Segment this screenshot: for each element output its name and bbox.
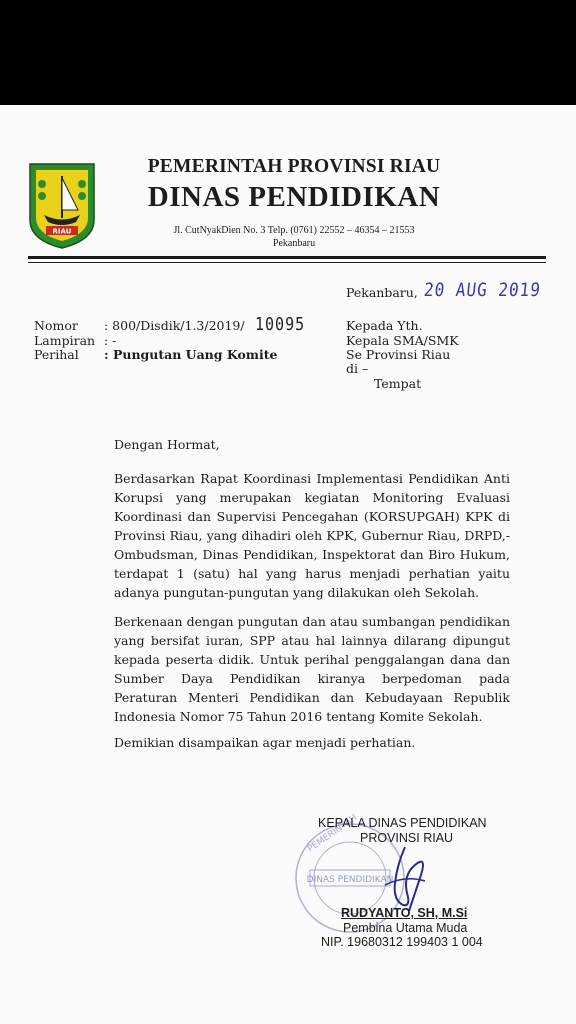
date-stamp: 20 AUG 2019	[422, 278, 543, 301]
header-rule-thick	[28, 256, 546, 259]
top-black-bar	[0, 0, 576, 105]
lampiran-value: : -	[104, 333, 117, 348]
department-name: DINAS PENDIDIKAN	[147, 181, 441, 213]
nomor-label: Nomor	[34, 318, 78, 333]
recipient-line2: Kepala SMA/SMK	[346, 333, 459, 348]
stamp-center-text: DINAS PENDIDIKAN	[306, 875, 394, 885]
closing-line: Demikian disampaikan agar menjadi perhatian.	[114, 735, 416, 750]
nomor-handwritten: 10095	[255, 313, 306, 335]
signatory-title-1: KEPALA DINAS PENDIDIKAN	[318, 816, 487, 830]
logo-label: RIAU	[52, 227, 72, 236]
city-line: Pekanbaru	[272, 238, 316, 249]
lampiran-label: Lampiran	[34, 333, 96, 348]
government-name: PEMERINTAH PROVINSI RIAU	[147, 156, 441, 177]
date-place: Pekanbaru,	[346, 285, 418, 300]
address-line: Jl. CutNyakDien No. 3 Telp. (0761) 22552 – 46354 – 21553	[173, 225, 415, 236]
recipient-line3: Se Provinsi Riau	[346, 347, 451, 362]
signatory-name: RUDYANTO, SH, M.Si	[341, 906, 468, 920]
signatory-rank: Pembina Utama Muda	[343, 921, 468, 935]
recipient-line4: di –	[346, 361, 369, 376]
body-paragraph-1: Berdasarkan Rapat Koordinasi Implementasi Pendidikan Anti Korupsi yang merupakan kegiatan Monitoring Evaluasi Koordinasi dan Supervisi Pencegahan (KORSUPGAH) KPK di Provinsi Riau, yang dihadiri oleh KPK, Gubernur Riau, DRPD,- Ombudsman, Dinas Pendidikan, Inspektorat dan Biro Hukum, terdapat 1 (satu) hal yang harus menjadi perhatian yaitu adanya pungutan-pungutan yang dilakukan oleh Sekolah.	[114, 471, 510, 600]
recipient-line5: Tempat	[374, 376, 422, 391]
signatory-title-2: PROVINSI RIAU	[360, 831, 454, 845]
perihal-value: : Pungutan Uang Komite	[104, 347, 278, 362]
greeting: Dengan Hormat,	[114, 437, 220, 452]
nomor-value: : 800/Disdik/1.3/2019/	[104, 318, 245, 333]
stamp-ring-text: PEMERINTAH	[305, 813, 360, 855]
recipient-line1: Kepada Yth.	[346, 318, 423, 333]
body-paragraph-2: Berkenaan dengan pungutan dan atau sumbangan pendidikan yang bersifat iuran, SPP atau hal lainnya dilarang dipungut kepada peserta didik. Untuk perihal penggalangan dana dan Sumber Daya Pendidikan kiranya berpedoman pada Peraturan Menteri Pendidikan dan Kebudayaan Republik Indonesia Nomor 75 Tahun 2016 tentang Komite Sekolah.	[114, 614, 510, 724]
perihal-label: Perihal	[34, 347, 79, 362]
handwritten-signature	[375, 845, 435, 915]
signatory-nip: NIP. 19680312 199403 1 004	[321, 935, 483, 949]
riau-emblem-logo	[26, 160, 98, 250]
header-rule-thin	[28, 262, 546, 263]
